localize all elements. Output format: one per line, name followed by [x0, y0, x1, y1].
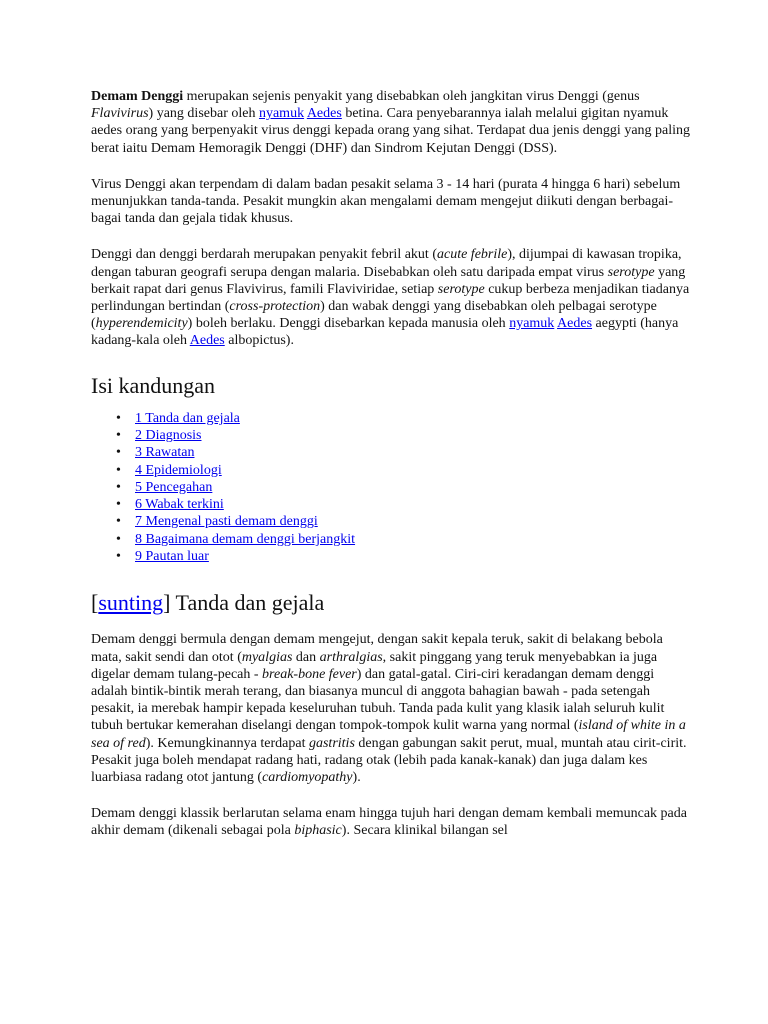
link-nyamuk[interactable]: nyamuk — [258, 106, 305, 122]
description-paragraph: Denggi dan denggi berdarah merupakan penyakit febril akut (acute febrile), dijumpai di kawasan tropika, dengan taburan geografi serupa dengan malaria. Disebabkan oleh satu daripada empat virus serotype yang berkait rapat dari genus Flavivirus, famili Flaviviridae, setiap serotype cukup berbeza menjadikan tiadanya perlindungan bertindan (cross-protection) dan wabak denggi yang disebabkan oleh pelbagai serotype (hyperendemicity) boleh berlaku. Denggi disebarkan kepada manusia oleh nyamuk Aedes aegypti (hanya kadang-kala oleh Aedes albopictus). — [91, 247, 690, 349]
toc-link-tanda-dan-gejala[interactable]: 1 Tanda dan gejala — [135, 410, 240, 426]
bullet-icon: • — [116, 531, 121, 547]
table-of-contents — [91, 410, 691, 566]
link-aedes[interactable]: Aedes — [306, 106, 342, 122]
bullet-icon: • — [116, 462, 121, 478]
bullet-icon: • — [116, 514, 121, 530]
bullet-icon: • — [116, 549, 121, 565]
toc-link-mengenal-pasti[interactable]: 7 Mengenal pasti demam denggi — [135, 514, 318, 530]
bullet-icon: • — [116, 410, 121, 426]
toc-item — [116, 513, 691, 530]
toc-item — [116, 496, 691, 513]
symptoms-paragraph: Demam denggi bermula dengan demam mengejut, dengan sakit kepala teruk, sakit di belakang bebola mata, sakit sendi dan otot (myalgias dan arthralgias, sakit pinggang yang teruk menyebabkan ia juga digelar demam tulang-pecah - break-bone fever) dan gatal-gatal. Ciri-ciri keradangan demam denggi adalah bintik-bintik merah terang, dan biasanya muncul di anggota bahagian bawah - pada setengah pesakit, ia merebak hampir kepada keseluruhan tubuh. Tanda pada kulit yang klasik ialah seluruh kulit tubuh bertukar kemerahan diselangi dengan tompok-tompok kulit warna yang normal (island of white in a sea of red). Kemungkinannya terdapat gastritis dengan gabungan sakit perut, mual, muntah atau cirit-cirit. Pesakit juga boleh mendapat radang hati, radang otak (lebih pada kanak-kanak) dan juga dalam kes luarbiasa radang otot jantung (cardiomyopathy). — [91, 632, 687, 785]
toc-item — [116, 531, 691, 548]
toc-heading: Isi kandungan — [91, 372, 216, 398]
incubation-paragraph: Virus Denggi akan terpendam di dalam badan pesakit selama 3 - 14 hari (purata 4 hingga 6 hari) sebelum menunjukkan tanda-tanda. Pesakit mungkin akan mengalami demam mengejut diikuti dengan berbagai-bagai tanda dan gejala tidak khusus. — [91, 176, 681, 227]
intro-paragraph: Demam Denggi merupakan sejenis penyakit yang disebabkan oleh jangkitan virus Denggi (genus Flavivirus) yang disebar oleh nyamuk Aedes betina. Cara penyebarannya ialah melalui gigitan nyamuk aedes orang yang berpenyakit virus denggi kepada orang yang sihat. Terdapat dua jenis denggi yang paling berat iaitu Demam Hemoragik Denggi (DHF) dan Sindrom Kejutan Denggi (DSS). — [91, 89, 691, 156]
toc-link-rawatan[interactable]: 3 Rawatan — [135, 445, 195, 461]
bullet-icon: • — [116, 497, 121, 513]
toc-item — [116, 479, 691, 496]
toc-item — [116, 462, 691, 479]
toc-link-diagnosis[interactable]: 2 Diagnosis — [135, 427, 202, 443]
bullet-icon: • — [116, 445, 121, 461]
edit-section-link[interactable]: sunting — [98, 590, 164, 616]
article-body — [91, 88, 691, 840]
toc-item — [116, 427, 691, 444]
toc-item — [116, 548, 691, 565]
bullet-icon: • — [116, 479, 121, 495]
article-term: Demam Denggi — [91, 89, 184, 104]
toc-link-bagaimana-berjangkit[interactable]: 8 Bagaimana demam denggi berjangkit — [135, 531, 356, 547]
toc-item — [116, 410, 691, 427]
link-aedes[interactable]: Aedes — [557, 316, 593, 332]
link-nyamuk[interactable]: nyamuk — [509, 316, 555, 332]
toc-link-pautan-luar[interactable]: 9 Pautan luar — [135, 549, 209, 565]
link-aedes[interactable]: Aedes — [189, 333, 225, 349]
toc-item — [116, 444, 691, 461]
toc-link-pencegahan[interactable]: 5 Pencegahan — [135, 479, 213, 495]
toc-link-wabak-terkini[interactable]: 6 Wabak terkini — [135, 497, 224, 513]
section-heading-tanda-dan-gejala: [sunting] Tanda dan gejala — [91, 590, 325, 616]
toc-link-epidemiologi[interactable]: 4 Epidemiologi — [135, 462, 222, 478]
bullet-icon: • — [116, 427, 121, 443]
classic-dengue-paragraph: Demam denggi klassik berlarutan selama enam hingga tujuh hari dengan demam kembali memuncak pada akhir demam (dikenali sebagai pola biphasic). Secara klinikal bilangan sel — [91, 806, 687, 839]
